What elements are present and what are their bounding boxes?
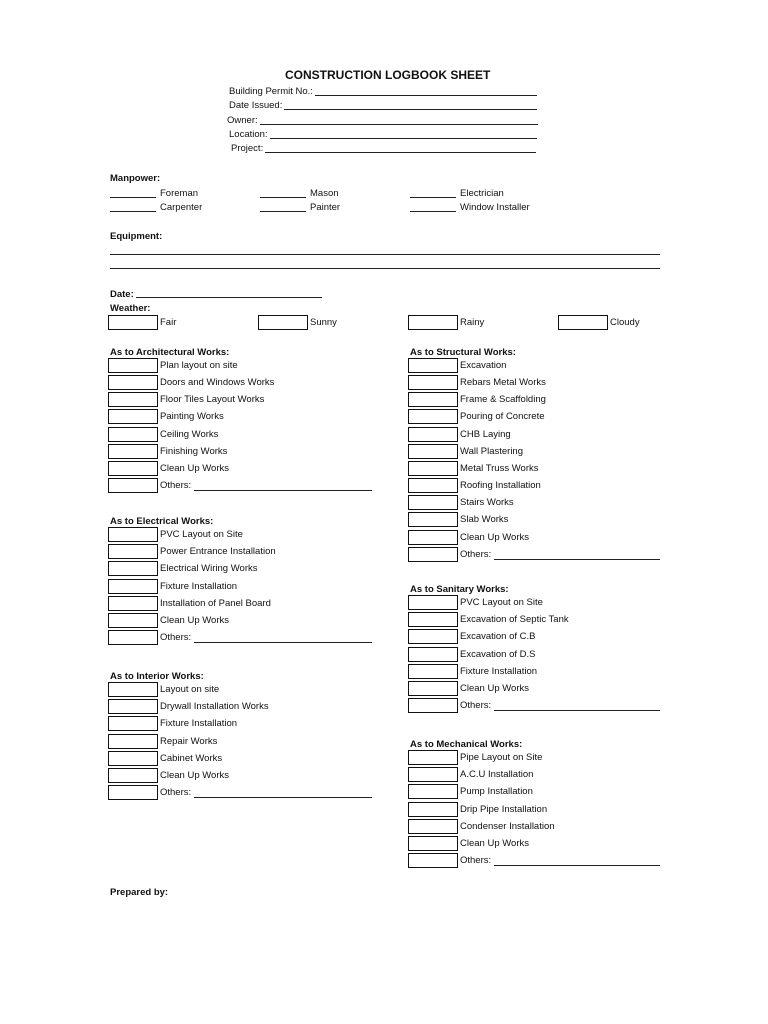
item-checkbox[interactable] <box>108 716 158 731</box>
header-field-label: Owner: <box>227 115 258 126</box>
manpower-heading: Manpower: <box>110 173 161 184</box>
item-checkbox[interactable] <box>408 784 458 799</box>
item-checkbox[interactable] <box>408 853 458 868</box>
item-label: Frame & Scaffolding <box>460 394 546 406</box>
manpower-role-label: Painter <box>310 202 341 213</box>
item-label: Clean Up Works <box>460 682 529 694</box>
item-label: Excavation of C.B <box>460 631 536 643</box>
item-checkbox[interactable] <box>408 681 458 696</box>
item-label: CHB Laying <box>460 428 511 440</box>
item-label: Pouring of Concrete <box>460 411 545 423</box>
weather-heading: Weather: <box>110 303 151 314</box>
item-checkbox[interactable] <box>408 358 458 373</box>
item-label: Slab Works <box>460 514 509 526</box>
item-label: Wall Plastering <box>460 445 524 457</box>
item-checkbox[interactable] <box>408 750 458 765</box>
equipment-heading: Equipment: <box>110 231 163 242</box>
manpower-count-carpenter[interactable] <box>110 211 156 212</box>
equipment-line-2[interactable] <box>110 268 660 269</box>
manpower-role-label: Electrician <box>460 188 504 199</box>
item-checkbox[interactable] <box>108 358 158 373</box>
item-checkbox[interactable] <box>108 427 158 442</box>
item-checkbox[interactable] <box>108 444 158 459</box>
item-label: Others: <box>460 699 492 711</box>
item-label: Clean Up Works <box>460 837 529 849</box>
item-label: Others: <box>460 854 492 866</box>
weather-option-label: Cloudy <box>610 317 640 328</box>
item-label: Clean Up Works <box>160 462 229 474</box>
date-line[interactable] <box>136 297 322 298</box>
item-label: Electrical Wiring Works <box>160 563 258 575</box>
others-specify-line[interactable] <box>194 490 372 491</box>
item-checkbox[interactable] <box>408 461 458 476</box>
header-field-label: Building Permit No.: <box>229 86 313 97</box>
header-field-line-date-issued[interactable] <box>284 109 537 110</box>
item-label: Pipe Layout on Site <box>460 752 543 763</box>
item-label: Excavation of Septic Tank <box>460 614 569 626</box>
item-label: Ceiling Works <box>160 428 219 440</box>
item-checkbox[interactable] <box>408 767 458 782</box>
item-checkbox[interactable] <box>408 444 458 459</box>
item-checkbox[interactable] <box>108 751 158 766</box>
item-checkbox[interactable] <box>408 547 458 562</box>
item-checkbox[interactable] <box>108 579 158 594</box>
others-specify-line[interactable] <box>194 642 372 643</box>
weather-option-label: Rainy <box>460 317 485 328</box>
section-heading-electrical: As to Electrical Works: <box>110 516 214 527</box>
item-label: Others: <box>460 548 492 560</box>
item-checkbox[interactable] <box>408 375 458 390</box>
item-checkbox[interactable] <box>408 647 458 662</box>
item-checkbox[interactable] <box>408 802 458 817</box>
item-label: Drywall Installation Works <box>160 701 269 713</box>
item-checkbox[interactable] <box>108 561 158 576</box>
item-label: Others: <box>160 786 192 798</box>
header-field-label: Location: <box>229 129 268 140</box>
item-label: Floor Tiles Layout Works <box>160 394 265 406</box>
item-label: Clean Up Works <box>460 531 529 543</box>
item-checkbox[interactable] <box>408 819 458 834</box>
item-label: Metal Truss Works <box>460 462 539 474</box>
header-field-label: Project: <box>231 143 264 154</box>
equipment-line-1[interactable] <box>110 254 660 255</box>
prepared-by-label: Prepared by: <box>110 887 169 898</box>
item-checkbox[interactable] <box>108 527 158 542</box>
header-field-label: Date Issued: <box>229 100 283 111</box>
manpower-count-painter[interactable] <box>260 211 306 212</box>
manpower-count-window-installer[interactable] <box>410 211 456 212</box>
item-checkbox[interactable] <box>408 495 458 510</box>
weather-option-label: Sunny <box>310 317 337 328</box>
item-label: Roofing Installation <box>460 480 541 491</box>
item-label: A.C.U Installation <box>460 769 534 781</box>
item-checkbox[interactable] <box>108 785 158 800</box>
item-checkbox[interactable] <box>408 392 458 407</box>
item-checkbox[interactable] <box>108 768 158 783</box>
weather-checkbox[interactable] <box>408 315 458 330</box>
item-checkbox[interactable] <box>108 461 158 476</box>
item-checkbox[interactable] <box>408 478 458 493</box>
item-label: Pump Installation <box>460 786 533 798</box>
item-checkbox[interactable] <box>108 375 158 390</box>
item-label: Layout on site <box>160 684 220 695</box>
item-checkbox[interactable] <box>408 595 458 610</box>
item-checkbox[interactable] <box>108 409 158 424</box>
item-checkbox[interactable] <box>408 629 458 644</box>
weather-checkbox[interactable] <box>108 315 158 330</box>
section-heading-interior: As to Interior Works: <box>110 671 204 682</box>
item-checkbox[interactable] <box>108 630 158 645</box>
section-heading-structural: As to Structural Works: <box>410 347 516 358</box>
item-label: Others: <box>160 631 192 643</box>
item-checkbox[interactable] <box>108 682 158 697</box>
item-label: Fixture Installation <box>160 718 238 730</box>
item-label: Excavation of D.S <box>460 648 536 660</box>
item-checkbox[interactable] <box>108 544 158 559</box>
weather-checkbox[interactable] <box>558 315 608 330</box>
item-label: Stairs Works <box>460 497 514 509</box>
item-label: Clean Up Works <box>160 769 229 781</box>
item-label: Power Entrance Installation <box>160 546 276 558</box>
item-checkbox[interactable] <box>408 530 458 545</box>
item-checkbox[interactable] <box>408 836 458 851</box>
section-heading-mechanical: As to Mechanical Works: <box>410 739 523 750</box>
item-label: Installation of Panel Board <box>160 597 271 609</box>
item-label: Plan layout on site <box>160 360 238 371</box>
item-checkbox[interactable] <box>408 664 458 679</box>
manpower-role-label: Carpenter <box>160 202 203 213</box>
item-checkbox[interactable] <box>408 427 458 442</box>
item-checkbox[interactable] <box>408 698 458 713</box>
item-checkbox[interactable] <box>108 392 158 407</box>
item-checkbox[interactable] <box>408 612 458 627</box>
date-label: Date: <box>110 289 134 300</box>
item-checkbox[interactable] <box>408 409 458 424</box>
item-label: Drip Pipe Installation <box>460 803 548 815</box>
item-label: Excavation <box>460 360 507 371</box>
item-label: Fixture Installation <box>160 580 238 592</box>
item-label: Doors and Windows Works <box>160 377 275 389</box>
item-label: Fixture Installation <box>460 665 538 677</box>
item-checkbox[interactable] <box>108 699 158 714</box>
others-specify-line[interactable] <box>494 865 660 866</box>
item-checkbox[interactable] <box>108 613 158 628</box>
item-checkbox[interactable] <box>108 596 158 611</box>
manpower-role-label: Foreman <box>160 188 199 199</box>
item-label: PVC Layout on Site <box>160 529 243 540</box>
others-specify-line[interactable] <box>494 710 660 711</box>
item-label: PVC Layout on Site <box>460 597 543 608</box>
item-checkbox[interactable] <box>408 512 458 527</box>
header-field-line-owner[interactable] <box>260 124 538 125</box>
others-specify-line[interactable] <box>494 559 660 560</box>
manpower-count-electrician[interactable] <box>410 197 456 198</box>
manpower-role-label: Window Installer <box>460 202 530 213</box>
item-label: Painting Works <box>160 411 224 423</box>
manpower-count-foreman[interactable] <box>110 197 156 198</box>
item-checkbox[interactable] <box>108 478 158 493</box>
weather-option-label: Fair <box>160 317 177 328</box>
item-checkbox[interactable] <box>108 734 158 749</box>
item-label: Clean Up Works <box>160 614 229 626</box>
section-heading-sanitary: As to Sanitary Works: <box>410 584 509 595</box>
header-field-line-building-permit-no[interactable] <box>315 95 537 96</box>
item-label: Others: <box>160 480 192 491</box>
section-heading-architectural: As to Architectural Works: <box>110 347 230 358</box>
page-title: CONSTRUCTION LOGBOOK SHEET <box>285 68 491 82</box>
item-label: Rebars Metal Works <box>460 377 546 389</box>
weather-checkbox[interactable] <box>258 315 308 330</box>
item-label: Repair Works <box>160 735 218 747</box>
item-label: Finishing Works <box>160 445 228 457</box>
header-field-line-project[interactable] <box>265 152 536 153</box>
others-specify-line[interactable] <box>194 797 372 798</box>
manpower-count-mason[interactable] <box>260 197 306 198</box>
item-label: Cabinet Works <box>160 752 223 764</box>
header-field-line-location[interactable] <box>270 138 537 139</box>
manpower-role-label: Mason <box>310 188 339 199</box>
item-label: Condenser Installation <box>460 820 555 832</box>
